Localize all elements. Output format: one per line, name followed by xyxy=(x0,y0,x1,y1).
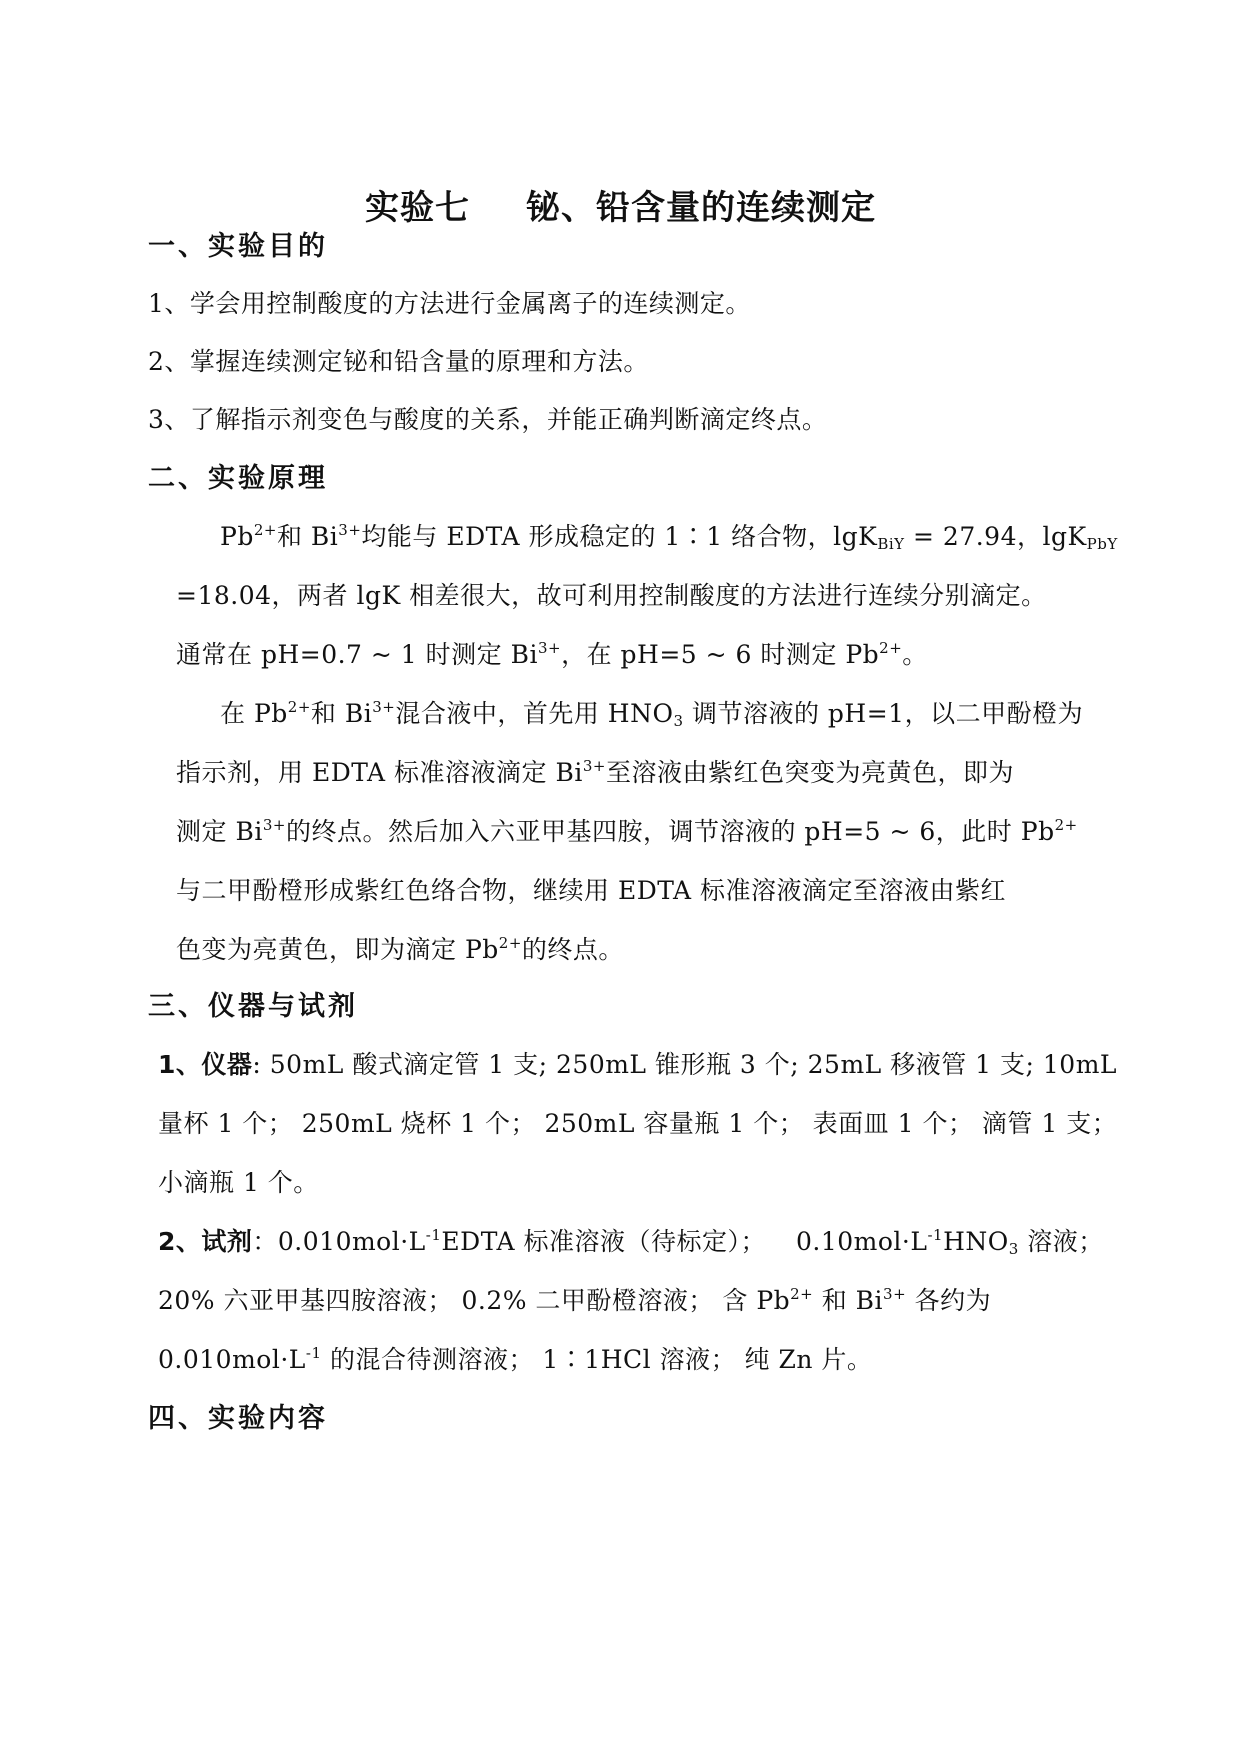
principle-paragraph-1-line-3: 通常在 pH=0.7 ~ 1 时测定 $Bi^{3+}$，在 pH=5 ~ 6 时测定 $Pb^{2+}$。 xyxy=(176,639,928,669)
principle-paragraph-2-line-3: 测定 $Bi^{3+}$的终点。然后加入六亚甲基四胺，调节溶液的 pH=5 ~ 6，此时 $Pb^{2+}$ xyxy=(176,816,1078,846)
objective-item: 3、了解指示剂变色与酸度的关系，并能正确判断滴定终点。 xyxy=(148,405,828,434)
section-heading-apparatus-reagents: 三、仪器与试剂 xyxy=(148,991,358,1022)
principle-paragraph-2-line-4: 与二甲酚橙形成紫红色络合物，继续用 EDTA 标准溶液滴定至溶液由紫红 xyxy=(176,876,1007,905)
objective-item: 1、学会用控制酸度的方法进行金属离子的连续测定。 xyxy=(148,289,751,318)
section-heading-objectives: 一、实验目的 xyxy=(148,231,328,262)
objective-item: 2、掌握连续测定铋和铅含量的原理和方法。 xyxy=(148,347,649,376)
reagents-line-3: $0.010mol\cdot L^{-1}$ 的混合待测溶液； 1∶1HCl 溶液； 纯 Zn 片。 xyxy=(158,1344,873,1374)
apparatus-line-2: 量杯 1 个； 250mL 烧杯 1 个； 250mL 容量瓶 1 个； 表面皿 1 个； 滴管 1 支； xyxy=(158,1109,1118,1138)
principle-paragraph-2-line-1: 在 $Pb^{2+}$和 $Bi^{3+}$混合液中，首先用 $HNO_3$ 调节溶液的 pH=1，以二甲酚橙为 xyxy=(220,698,1084,730)
title-left: 实验七 xyxy=(365,188,470,228)
reagents-line-1: 2、试剂：$0.010mol\cdot L^{-1}EDTA$ 标准溶液（待标定）； $0.10mol\cdot L^{-1}HNO_3$ 溶液； xyxy=(158,1226,1104,1258)
apparatus-line-1: 1、仪器: 50mL 酸式滴定管 1 支; 250mL 锥形瓶 3 个; 25mL 移液管 1 支; 10mL xyxy=(158,1050,1118,1079)
section-heading-principle: 二、实验原理 xyxy=(148,463,328,494)
apparatus-label: 1、仪器 xyxy=(158,1050,253,1079)
section-heading-procedure: 四、实验内容 xyxy=(148,1403,328,1434)
reagents-label: 2、试剂 xyxy=(158,1227,253,1256)
principle-paragraph-1-line-1: $Pb^{2+}$和 $Bi^{3+}$均能与 EDTA 形成稳定的 1∶1 络合物，lgK$_{BiY}$ = 27.94，lgK$_{PbY}$ xyxy=(220,521,1118,553)
apparatus-line-3: 小滴瓶 1 个。 xyxy=(158,1168,319,1197)
reagents-line-2: 20% 六亚甲基四胺溶液； 0.2% 二甲酚橙溶液； 含 $Pb^{2+}$ 和 $Bi^{3+}$ 各约为 xyxy=(158,1285,992,1315)
principle-paragraph-2-line-2: 指示剂，用 EDTA 标准溶液滴定 $Bi^{3+}$至溶液由紫红色突变为亮黄色，即为 xyxy=(176,757,1015,787)
title-right: 铋、铅含量的连续测定 xyxy=(526,188,876,228)
principle-paragraph-2-line-5: 色变为亮黄色，即为滴定 $Pb^{2+}$的终点。 xyxy=(176,934,624,964)
page-title xyxy=(0,188,1241,228)
principle-paragraph-1-line-2: =18.04，两者 lgK 相差很大，故可利用控制酸度的方法进行连续分别滴定。 xyxy=(176,581,1047,610)
